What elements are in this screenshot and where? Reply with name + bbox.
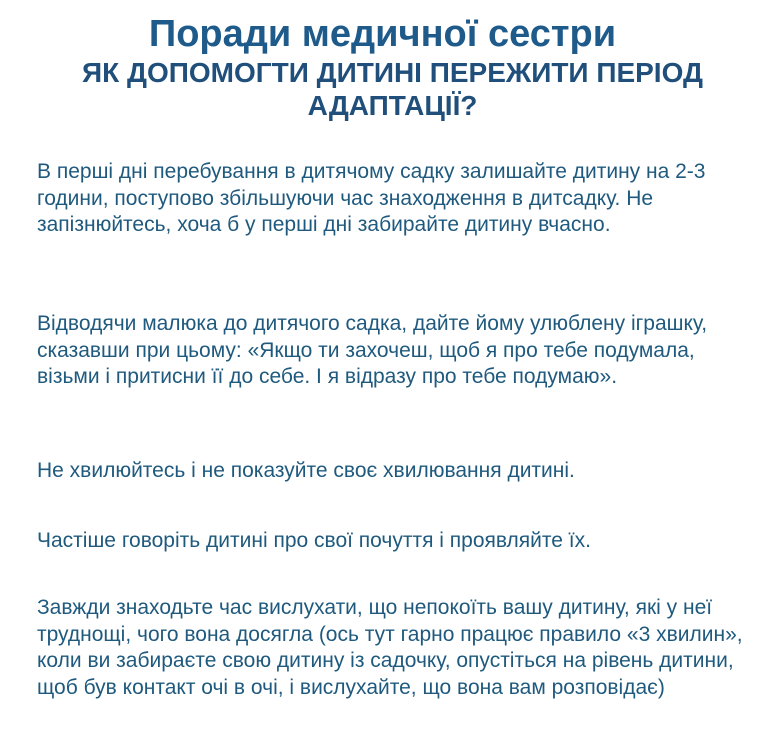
- advice-paragraph-2: Відводячи малюка до дитячого садка, дайте йому улюблену іграшку, сказавши при цьому: «Якщо ти захочеш, щоб я про тебе подумала, візьми і притисни її до себе. І я відразу про тебе подумаю».: [37, 312, 708, 388]
- advice-paragraph-5: Завжди знаходьте час вислухати, що непокоїть вашу дитину, які у неї труднощі, чого вона досягла (ось тут гарно працює правило «3 хвилин», коли ви забираєте свою дитину із садочку, опустіться на рівень дитини, щоб був контакт очі в очі, і вислухайте, що вона вам розповідає): [37, 596, 743, 699]
- page-title: Поради медичної сестри: [148, 13, 617, 55]
- advice-paragraph-4: Частіше говоріть дитині про свої почуття і проявляйте їх.: [37, 529, 591, 552]
- page-subtitle: ЯК ДОПОМОГТИ ДИТИНІ ПЕРЕЖИТИ ПЕРІОД АДАПТАЦІЇ?: [82, 57, 703, 121]
- advice-paragraph-3: Не хвилюйтесь і не показуйте своє хвилювання дитині.: [37, 459, 575, 482]
- advice-paragraph-1: В перші дні перебування в дитячому садку залишайте дитину на 2-3 години, поступово збільшуючи час знаходження в дитсадку. Не запізнюйтесь, хоча б у перші дні забирайте дитину вчасно.: [37, 160, 706, 236]
